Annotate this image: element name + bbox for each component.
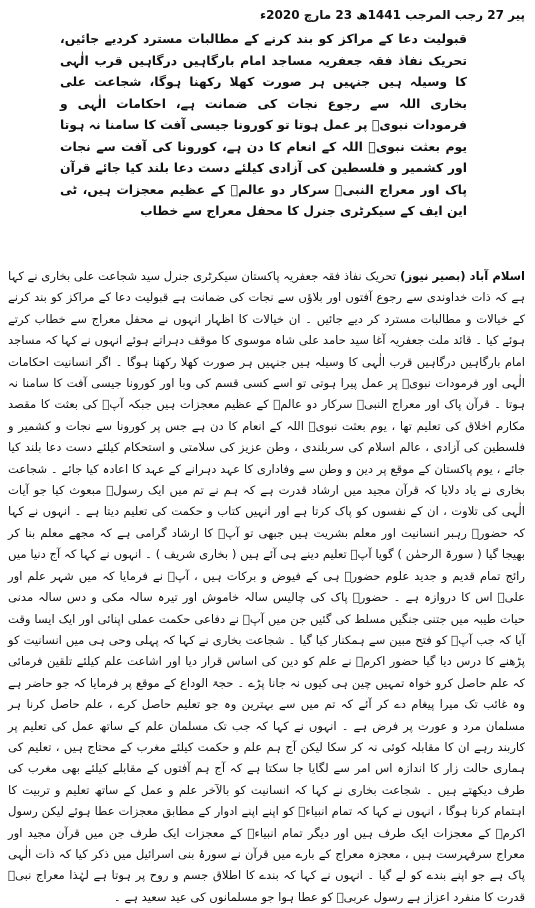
- story-text: تحریک نفاذ فقہ جعفریہ پاکستان سیکرٹری جنرل سید شجاعت علی بخاری نے کہا ہے کہ ذات خداوندی سے رجوع آفتوں اور بلاؤں سے نجات کی ضمانت ہے قبولیت دعا کے مراکز کو بند کرنے کے خیالات و مطالبات مسترد کر دیے جائیں ۔ ان خیالات کا اظہار انہوں نے محفل معراج سے خطاب کرتے ہوئے کیا ۔ قائد ملت جعفریہ آغا سید حامد علی شاہ موسوی کا موقف دہراتے ہوئے انہوں نے کہا کہ مساجد امام بارگاہیں درگاہیں قرب الٰہی کا وسیلہ ہیں جنہیں ہر صورت کھلا رکھنا ہوگا ۔ اگر انسانیت احکامات الٰہی اور فرمودات نبویؐ پر عمل پیرا ہوتی تو اسے کسی قسم کی وبا اور کورونا جیسی آفت کا سامنا نہ ہوتا ۔ قرآن پاک اور معراج النبیؐ سرکار دو عالمؐ کے عظیم معجزات ہیں جبکہ آپؐ کی بعثت کا مقصد مکارم اخلاق کی تعلیم تھا ، یوم بعثت نبویؐ اللہ کے انعام کا دن ہے جس پر کورونا سے نجات و کشمیر و فلسطین کی آزادی ، عالم اسلام کی سربلندی ، وطن عزیز کی سلامتی و استحکام کیلئے دست دعا بلند کیا جائے ، یوم پاکستان کے موقع پر دین و وطن سے وفاداری کا عہد دہرانے کے عہد کا اعادہ کیا جائے ۔ شجاعت بخاری نے یاد دلایا کہ قرآن مجید میں ارشاد قدرت ہے کہ ہم نے تم میں ایک رسولؐ مبعوث کیا جو آیات الٰہی کی تلاوت ، ان کے نفسوں کو پاک کرتا ہے اور انہیں کتاب و حکمت کی تعلیم دیتا ہے ۔ انہوں نے کہا کہ حضورؐ رہبر انسانیت اور معلم بشریت ہیں جبھی تو آپؐ کا ارشاد گرامی ہے کہ مجھے معلم بنا کر بھیجا گیا ( سورۃ الرحمٰن ) گویا آپؐ تعلیم دینے ہی آئے ہیں ( بخاری شریف ) ۔ انہوں نے کہا کہ آج دنیا میں رائج تمام قدیم و جدید علوم حضورؐ ہی کے فیوض و برکات ہیں ، آپؐ نے فرمایا کہ میں شہر علم اور علیؑ اس کا دروازہ ہے ۔ حضورؐ پاک کی چالیس سالہ خاموش اور تیرہ سالہ مکی و دس سالہ مدنی حیات طیبہ میں جتنی جنگیں مسلط کی گئیں جن میں آپؐ نے دفاعی حکمت عملی اپنائی اور ایک ایسا وقت آیا کہ جب آپؐ کو فتح مبین سے ہمکنار کیا گیا ۔ شجاعت بخاری نے کہا کہ پہلی وحی ہی میں انسانیت کو پڑھنے کا درس دیا گیا حضور اکرمؐ نے علم کو دین کی اساس قرار دیا اور اشاعت علم کیلئے تلقین فرمائی کہ علم حاصل کرو خواہ تمہیں چین ہی کیوں نہ جانا پڑے ۔ حجۃ الوداع کے موقع پر فرمایا کہ جو حاضر ہے وہ غائب تک میرا پیغام دے کر آئے کہ تم میں سے بہترین وہ جو تعلیم حاصل کرے ، علم حاصل کرنا ہر مسلمان مرد و عورت پر فرض ہے ۔ انہوں نے کہا کہ جب تک مسلمان علم کے ساتھ عمل کی تعلیم پر کاربند رہے ان کا مقابلہ کوئی نہ کر سکا لیکن آج ہم علم و حکمت کیلئے مغرب کے محتاج ہیں ، تعلیم کی ہماری حالت زار کا اندازہ اس امر سے لگایا جا سکتا ہے کہ آج ہم آفتوں کے مقابلے کیلئے بھی مغرب کی طرف دیکھتے ہیں ۔ شجاعت بخاری نے کہا کہ انسانیت کو بالآخر علم و عمل کے ساتھ تعلیم و تربیت کا اہتمام کرنا ہوگا ، انہوں نے کہا کہ تمام انبیاءؑ کو اپنے اپنے ادوار کے مطابق معجزات عطا ہوئے لیکن رسول اکرمؐ کے معجزات ایک طرف ہیں اور دیگر تمام انبیاءؑ کے معجزات ایک طرف جن میں قرآن مجید اور معراج سرفہرست ہیں ، معجزہ معراج کے بارے میں قرآن نے سورۂ بنی اسرائیل میں ذکر کیا کہ ذات الٰہی پاک ہے جو اپنے بندے کو لے گیا ۔ انہوں نے کہا کہ بندے کا اطلاق جسم و روح پر ہوتا ہے لہٰذا معراج نبیؐ قدرت کا منفرد اعزاز ہے رسول عربیؐ کو عطا ہوا جو مسلمانوں کی عید سعید ہے ۔: [8, 269, 525, 904]
- headline: قبولیت دعا کے مراکز کو بند کرنے کے مطالبات مسترد کردیے جائیں، تحریک نفاذ فقہ جعفریہ مساجد امام بارگاہیں درگاہیں قرب الٰہی کا وسیلہ ہیں جنہیں ہر صورت کھلا رکھنا ہوگا، شجاعت علی بخاری اللہ سے رجوع نجات کی ضمانت ہے، احکامات الٰہی و فرمودات نبویؐ پر عمل ہوتا تو کورونا جیسی آفت کا سامنا نہ ہوتا یوم بعثت نبویؐ اللہ کے انعام کا دن ہے، کورونا کی آفت سے نجات اور کشمیر و فلسطین کی آزادی کیلئے دست دعا بلند کیا جائے قرآن پاک اور معراج النبیؐ سرکار دو عالمؐ کے عظیم معجزات ہیں، ٹی این ایف کے سیکرٹری جنرل کا محفل معراج سے خطاب: [60, 31, 467, 218]
- story-body: [8, 266, 525, 908]
- dateline: پیر 27 رجب المرجب 1441ھ 23 مارچ 2020ء: [260, 8, 525, 22]
- story-lead: اسلام آباد (بصیر نیوز): [396, 269, 525, 283]
